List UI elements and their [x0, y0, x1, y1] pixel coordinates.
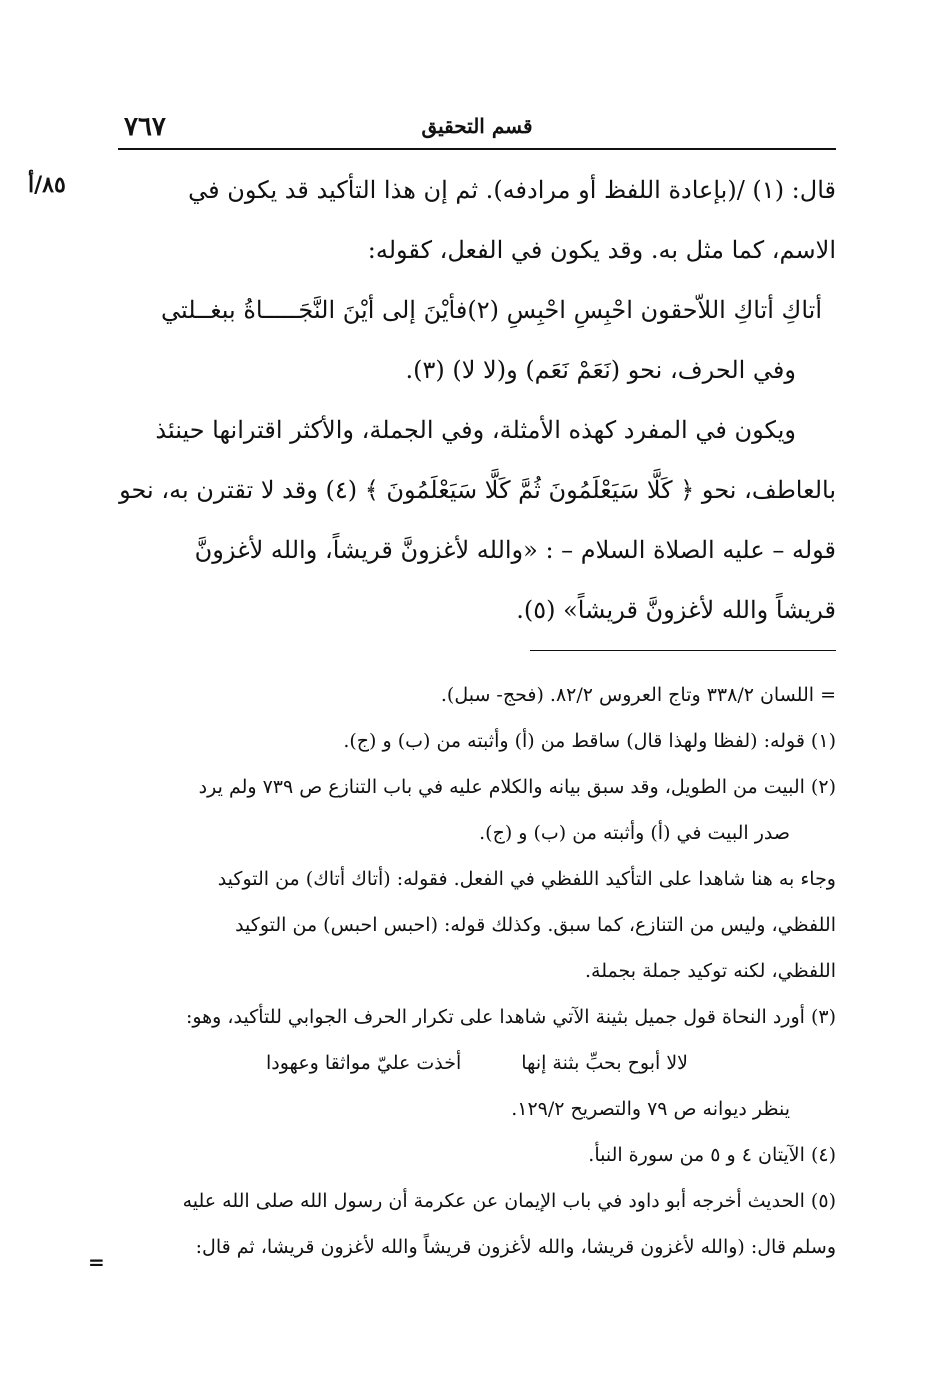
footnotes — [118, 672, 836, 1270]
footnote-line: صدر البيت في (أ) وأثبته من (ب) و (ج). — [479, 822, 790, 844]
footnote-separator — [530, 650, 836, 651]
footnote-2: (٢) البيت من الطويل، وقد سبق بيانه والكلام عليه في باب التنازع ص ٧٣٩ ولم يرد — [198, 776, 836, 798]
footnote-line: = اللسان ٣٣٨/٢ وتاج العروس ٨٢/٢. (فحج- سبل). — [440, 684, 836, 706]
footnote-3: (٣) أورد النحاة قول جميل بثينة الآتي شاهدا على تكرار الحرف الجوابي للتأكيد، وهو: — [185, 1006, 836, 1028]
footnote-4: (٤) الآيتان ٤ و ٥ من سورة النبأ. — [588, 1144, 836, 1166]
continuation-mark: = — [88, 1250, 105, 1274]
verse-first-hemistich: أتاكِ أتاكِ اللاّحقون احْبِسِ احْبِسِ (٢) — [467, 296, 822, 324]
footnote-line: اللفظي، لكنه توكيد جملة بجملة. — [585, 960, 836, 982]
verse-second-hemistich: فأيْنَ إلى أيْنَ النَّجَـــــاةُ ببغــلتي — [160, 296, 468, 324]
footnote-poetry-verse — [118, 1040, 836, 1086]
main-text — [118, 160, 836, 640]
footnote-line: اللفظي، وليس من التنازع، كما سبق. وكذلك قوله: (احبس احبس) من التوكيد — [235, 914, 836, 936]
verse-first-hemistich: لالا أبوح بحبِّ بثنة إنها — [521, 1052, 689, 1074]
footnote-line: وجاء به هنا شاهدا على التأكيد اللفظي في الفعل. فقوله: (أتاك أتاك) من التوكيد — [217, 868, 836, 890]
footnote-line: ينظر ديوانه ص ٧٩ والتصريح ١٢٩/٢. — [511, 1098, 790, 1120]
text-line: ويكون في المفرد كهذه الأمثلة، وفي الجملة، والأكثر اقترانها حينئذ — [155, 416, 796, 444]
text-line: قال: (١) /(بإعادة اللفظ أو مرادفه). ثم إن هذا التأكيد قد يكون في — [188, 176, 836, 204]
poetry-verse — [118, 280, 836, 340]
text-line: بالعاطف، نحو ﴿ كَلَّا سَيَعْلَمُونَ ثُمَّ كَلَّا سَيَعْلَمُونَ ﴾ (٤) وقد لا تقترن به، نحو — [119, 476, 836, 504]
footnote-5: (٥) الحديث أخرجه أبو داود في باب الإيمان عن عكرمة أن رسول الله صلى الله عليه — [182, 1190, 836, 1212]
text-line: وفي الحرف، نحو (نَعَمْ نَعَم) و(لا لا) (٣). — [405, 356, 796, 384]
text-line: الاسم، كما مثل به. وقد يكون في الفعل، كقوله: — [367, 236, 836, 264]
section-title: قسم التحقيق — [421, 114, 533, 138]
page-number: ٧٦٧ — [124, 112, 166, 142]
text-line: قريشاً والله لأغزونَّ قريشاً» (٥). — [516, 596, 836, 624]
verse-second-hemistich: أخذت عليّ مواثقا وعهودا — [266, 1052, 462, 1074]
manuscript-folio-reference: ٨٥/أ — [28, 172, 66, 198]
footnote-1: (١) قوله: (لفظا ولهذا قال) ساقط من (أ) وأثبته من (ب) و (ج). — [343, 730, 836, 752]
text-line: قوله – عليه الصلاة السلام – : «والله لأغزونَّ قريشاً، والله لأغزونَّ — [194, 536, 836, 564]
footnote-line: وسلم قال: (والله لأغزون قريشا، والله لأغزون قريشاً والله لأغزون قريشا، ثم قال: — [195, 1236, 836, 1258]
page-header — [118, 108, 836, 150]
